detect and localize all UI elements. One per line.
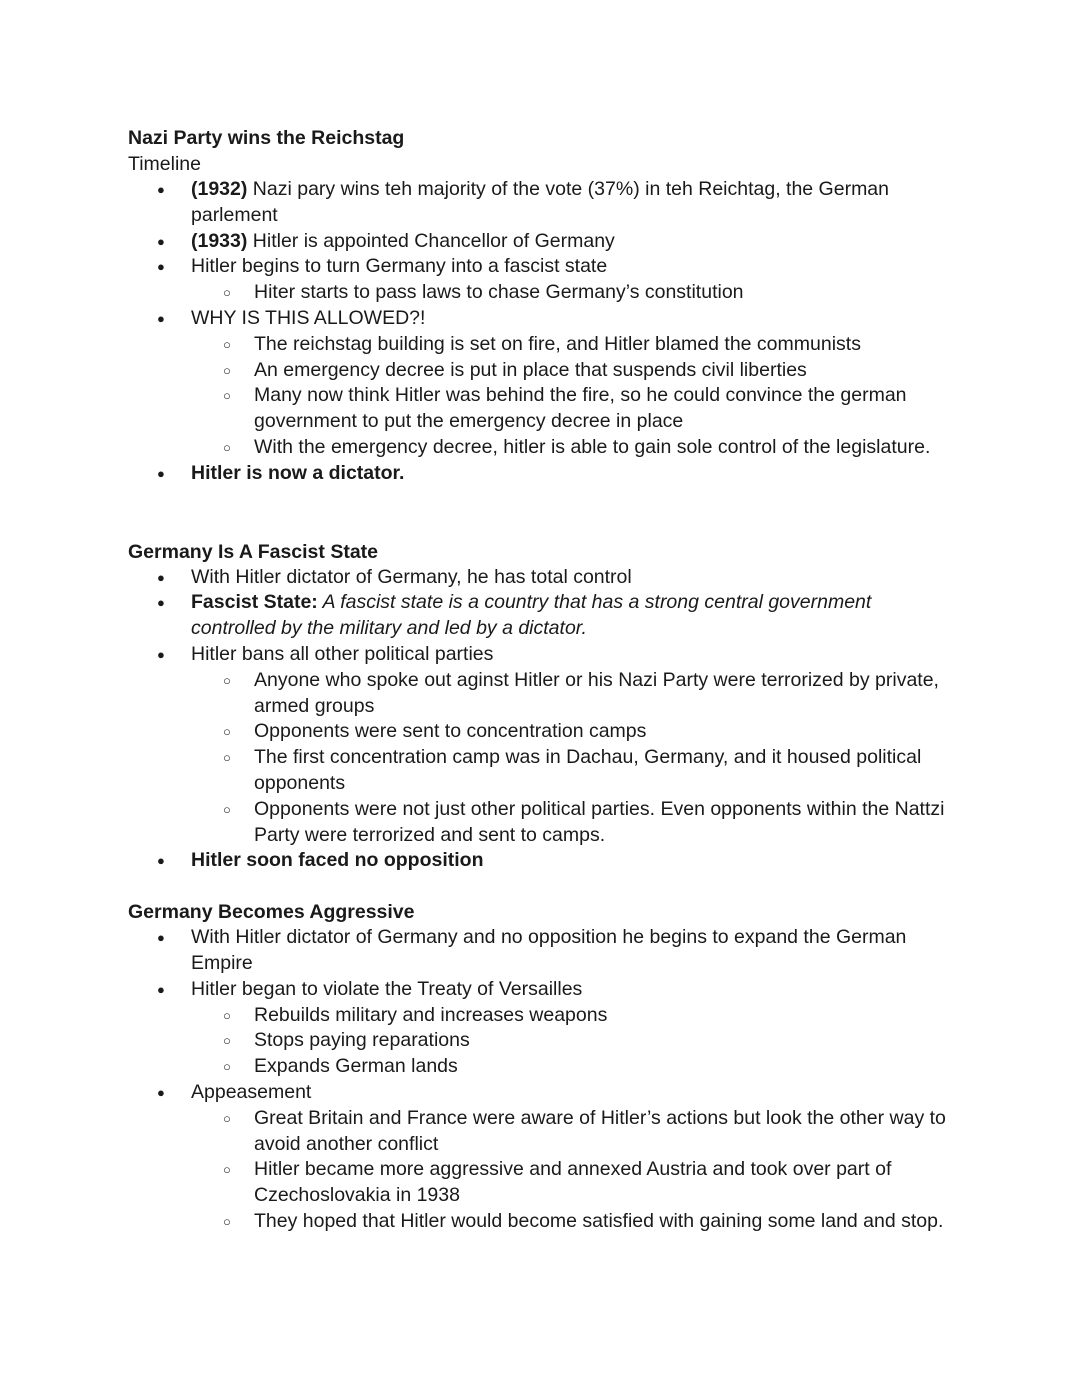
item-text: Hitler began to violate the Treaty of Versailles <box>191 977 583 1000</box>
list-item <box>128 177 958 229</box>
sub-list <box>191 1003 958 1080</box>
sub-list-item: ○ Great Britain and France were aware of Hitler’s actions but look the other way to avoid another conflict <box>191 1106 958 1158</box>
item-text: Hitler bans all other political parties <box>191 642 494 665</box>
bullet-list <box>128 177 958 487</box>
list-item <box>128 461 958 487</box>
date-label: (1932) <box>191 178 248 200</box>
list-item <box>128 848 958 874</box>
item-text: Nazi pary wins teh majority of the vote (37%) in teh Reichtag, the German parlement <box>191 178 889 226</box>
list-item <box>128 977 958 1080</box>
sub-list-item: ○ Hiter starts to pass laws to chase Germany’s constitution <box>191 280 958 306</box>
item-text: Appeasement <box>191 1080 312 1103</box>
sub-list-item: ○ Hitler became more aggressive and annexed Austria and took over part of Czechoslovakia in 1938 <box>191 1157 958 1209</box>
sub-list-item: ○ An emergency decree is put in place that suspends civil liberties <box>191 358 958 384</box>
list-item <box>128 642 958 848</box>
sub-list-item: ○ The reichstag building is set on fire, and Hitler blamed the communists <box>191 332 958 358</box>
sub-list-item: ○ They hoped that Hitler would become satisfied with gaining some land and stop. <box>191 1209 958 1235</box>
sub-list <box>191 1106 958 1235</box>
definition-text: A fascist state is a country that has a strong central government controlled by the military and led by a dictator. <box>191 591 872 640</box>
section-fascist-state <box>128 539 958 875</box>
list-item <box>128 1080 958 1235</box>
item-text: Hitler is appointed Chancellor of Germany <box>247 229 615 252</box>
list-item: ● With Hitler dictator of Germany, he has total control <box>128 565 958 591</box>
sub-list-item: ○ Opponents were sent to concentration camps <box>191 719 958 745</box>
term-label: Fascist State: <box>191 591 318 614</box>
sub-list-item: ○ With the emergency decree, hitler is able to gain sole control of the legislature. <box>191 435 958 461</box>
sub-list-item: ○ Anyone who spoke out aginst Hitler or his Nazi Party were terrorized by private, armed groups <box>191 668 958 720</box>
sub-list <box>191 332 958 461</box>
sub-list-item: ○ Rebuilds military and increases weapons <box>191 1003 958 1029</box>
list-item: ● With Hitler dictator of Germany and no opposition he begins to expand the German Empire <box>128 925 958 977</box>
list-item <box>128 229 958 255</box>
sub-list-item: ○ Stops paying reparations <box>191 1028 958 1054</box>
item-text: Hitler begins to turn Germany into a fascist state <box>191 255 608 278</box>
section-heading: Nazi Party wins the Reichstag <box>128 127 405 149</box>
section-heading: Germany Becomes Aggressive <box>128 901 415 924</box>
item-text-bold: Hitler soon faced no opposition <box>191 849 484 872</box>
spacer <box>128 874 958 899</box>
list-item <box>128 254 958 306</box>
item-text: WHY IS THIS ALLOWED?! <box>191 306 426 329</box>
section-reichstag <box>128 125 958 487</box>
bullet-list <box>128 925 958 1235</box>
bullet-list <box>128 565 958 875</box>
list-item <box>128 590 958 642</box>
document-page <box>128 125 958 1235</box>
sub-list-item: ○ The first concentration camp was in Dachau, Germany, and it housed political opponents <box>191 745 958 797</box>
date-label: (1933) <box>191 229 248 252</box>
item-text-bold: Hitler is now a dictator. <box>191 461 405 484</box>
sub-list-item: ○ Many now think Hitler was behind the fire, so he could convince the german government to put the emergency decree in place <box>191 383 958 435</box>
list-item <box>128 306 958 461</box>
section-subheading: Timeline <box>128 153 201 175</box>
section-aggressive <box>128 899 958 1235</box>
section-heading: Germany Is A Fascist State <box>128 540 378 563</box>
sub-list <box>191 668 958 849</box>
sub-list-item: ○ Expands German lands <box>191 1054 958 1080</box>
spacer <box>128 487 958 539</box>
sub-list-item: ○ Opponents were not just other political parties. Even opponents within the Nattzi Party were terrorized and sent to camps. <box>191 797 958 849</box>
sub-list <box>191 280 958 306</box>
